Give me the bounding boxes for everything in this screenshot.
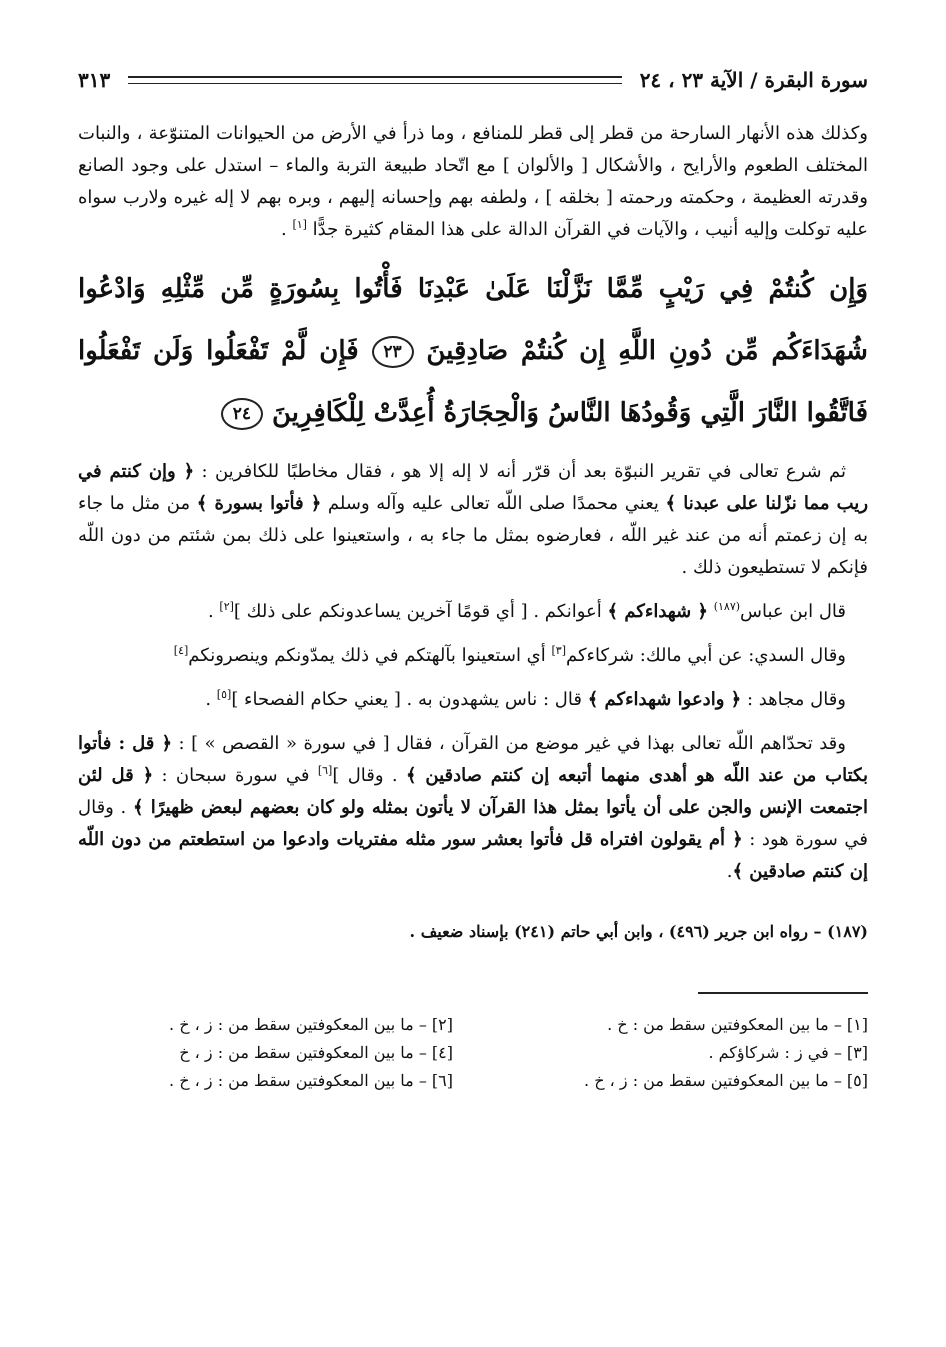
note-6: [٦] – ما بين المعكوفتين سقط من : ز ، خ . — [169, 1071, 453, 1090]
commentary-paragraph-1 — [78, 456, 868, 584]
footnote-separator — [698, 992, 868, 994]
p4-end: . — [205, 689, 217, 710]
note-1: [١] – ما بين المعكوفتين سقط من : خ . — [607, 1015, 868, 1034]
p5-end: . — [726, 861, 733, 882]
p1-quote-2: ﴿ فأتوا بسورة ﴾ — [196, 493, 322, 514]
p2-text-a: قال ابن عباس — [740, 601, 846, 622]
p2-quote: ﴿ شهداءكم ﴾ — [607, 601, 708, 622]
intro-text: وكذلك هذه الأنهار السارحة من قطر إلى قطر للمنافع ، وما ذرأ في الأرض من الحيوانات المتنوّعة ، والنبات المختلف الطعوم والأرايح ، والأشكال [ والألوان ] مع اتّحاد طبيعة التربة والماء – استدل على وجود الصانع وقدرته العظيمة ، وحكمته ورحمته [ بخلقه ] ، ولطفه بهم وإحسانه إليهم ، وبره بهم لا إله غيره ولارب سواه عليه توكلت وإليه أنيب ، والآيات في القرآن الدالة على هذا المقام كثيرة جدًّا — [78, 123, 868, 240]
verse-24-text: فَإِن لَّمْ تَفْعَلُوا وَلَن تَفْعَلُوا فَاتَّقُوا النَّارَ الَّتِي وَقُودُهَا النَّاسُ وَالْحِجَارَةُ أُعِدَّتْ لِلْكَافِرِينَ — [78, 336, 868, 428]
note-ref-6: [٦] — [317, 764, 333, 777]
intro-paragraph — [78, 118, 868, 246]
note-ref-3: [٣] — [551, 644, 566, 657]
commentary-paragraph-3 — [78, 640, 868, 672]
p2-end: . — [207, 601, 220, 622]
p2-text-b: أعوانكم . [ أي قومًا آخرين يساعدونكم على ذلك ] — [233, 601, 602, 622]
verse-number-24: ٢٤ — [221, 398, 263, 430]
editorial-notes — [78, 1012, 868, 1094]
surah-title: سورة البقرة / الآية ٢٣ ، ٢٤ — [639, 68, 868, 92]
quran-verse-block — [78, 258, 868, 444]
p5-quote-3: ﴿ أم يقولون افتراه قل فأتوا بعشر سور مثله مفتريات وادعوا من استطعتم من دون اللّه إن كنتم صادقين ﴾ — [78, 829, 868, 882]
note-ref-2: [٢] — [219, 600, 234, 613]
header-rule — [128, 76, 621, 84]
p5-text-b: . وقال ] — [332, 765, 398, 786]
p1-text-c: من مثل ما جاء به إن زعمتم أنه من عند غير اللّه ، فعارضوه بمثل ما جاء به ، واستعينوا على ذلك بمن شئتم من دون اللّه فإنكم لا تستطيعون ذلك . — [78, 493, 868, 578]
verse-23-text: وَإِن كُنتُمْ فِي رَيْبٍ مِّمَّا نَزَّلْنَا عَلَىٰ عَبْدِنَا فَأْتُوا بِسُورَةٍ مِّن مِّثْلِهِ وَادْعُوا شُهَدَاءَكُم مِّن دُونِ اللَّهِ إِن كُنتُمْ صَادِقِينَ — [78, 274, 868, 366]
note-5: [٥] – ما بين المعكوفتين سقط من : ز ، خ . — [584, 1071, 868, 1090]
note-ref-1: [١] — [292, 218, 307, 231]
commentary-paragraph-2 — [78, 596, 868, 628]
note-3: [٣] – في ز : شركاؤكم . — [708, 1043, 868, 1062]
p3-text-a: وقال السدي: عن أبي مالك: شركاءكم — [566, 645, 846, 666]
p5-text-c: في سورة سبحان : — [161, 765, 318, 786]
p5-quote-2: ﴿ قل لئن اجتمعت الإنس والجن على أن يأتوا بمثل هذا القرآن لا يأتون بمثله ولو كان بعضهم لبعض ظهيرًا ﴾ — [78, 765, 868, 818]
intro-end: . — [280, 219, 293, 240]
commentary-paragraph-4 — [78, 684, 868, 716]
p1-quote-1: ﴿ وإن كنتم في ريب مما نزّلنا على عبدنا ﴾ — [78, 461, 869, 514]
note-4: [٤] – ما بين المعكوفتين سقط من : ز ، خ — [179, 1043, 453, 1062]
commentary-paragraph-5 — [78, 728, 868, 888]
note-ref-4: [٤] — [173, 644, 189, 657]
p4-text-a: وقال مجاهد : — [746, 689, 846, 710]
p3-text-b: أي استعينوا بآلهتكم في ذلك يمدّونكم وينصرونكم — [188, 645, 552, 666]
p2-hadith-ref: (١٨٧) — [713, 600, 741, 613]
p5-text-d: . وقال في سورة هود : — [78, 797, 868, 850]
p1-text-b: يعني محمدًا صلى اللّه تعالى عليه وآله وسلم — [327, 493, 659, 514]
p4-quote: ﴿ وادعوا شهداءكم ﴾ — [587, 689, 742, 710]
page-number: ٣١٣ — [78, 68, 111, 92]
p1-text-a: ثم شرع تعالى في تقرير النبوّة بعد أن قرّر أنه لا إله إلا هو ، فقال مخاطبًا للكافرين : — [201, 461, 846, 482]
p5-text-a: وقد تحدّاهم اللّه تعالى بهذا في غير موضع من القرآن ، فقال [ في سورة « القصص » ] : — [178, 733, 846, 754]
book-page — [78, 58, 868, 1318]
running-header — [78, 58, 868, 102]
p5-quote-1: ﴿ قل : فأتوا بكتاب من عند اللّه هو أهدى منهما أتبعه إن كنتم صادقين ﴾ — [78, 733, 868, 786]
p4-text-b: قال : ناس يشهدون به . [ يعني حكام الفصحاء ] — [231, 689, 582, 710]
verse-number-23: ٢٣ — [372, 336, 414, 368]
note-ref-5: [٥] — [216, 688, 232, 701]
hadith-footnote: (١٨٧) – رواه ابن جرير (٤٩٦) ، وابن أبي حاتم (٢٤١) بإسناد ضعيف . — [409, 922, 868, 941]
note-2: [٢] – ما بين المعكوفتين سقط من : ز ، خ . — [169, 1015, 453, 1034]
